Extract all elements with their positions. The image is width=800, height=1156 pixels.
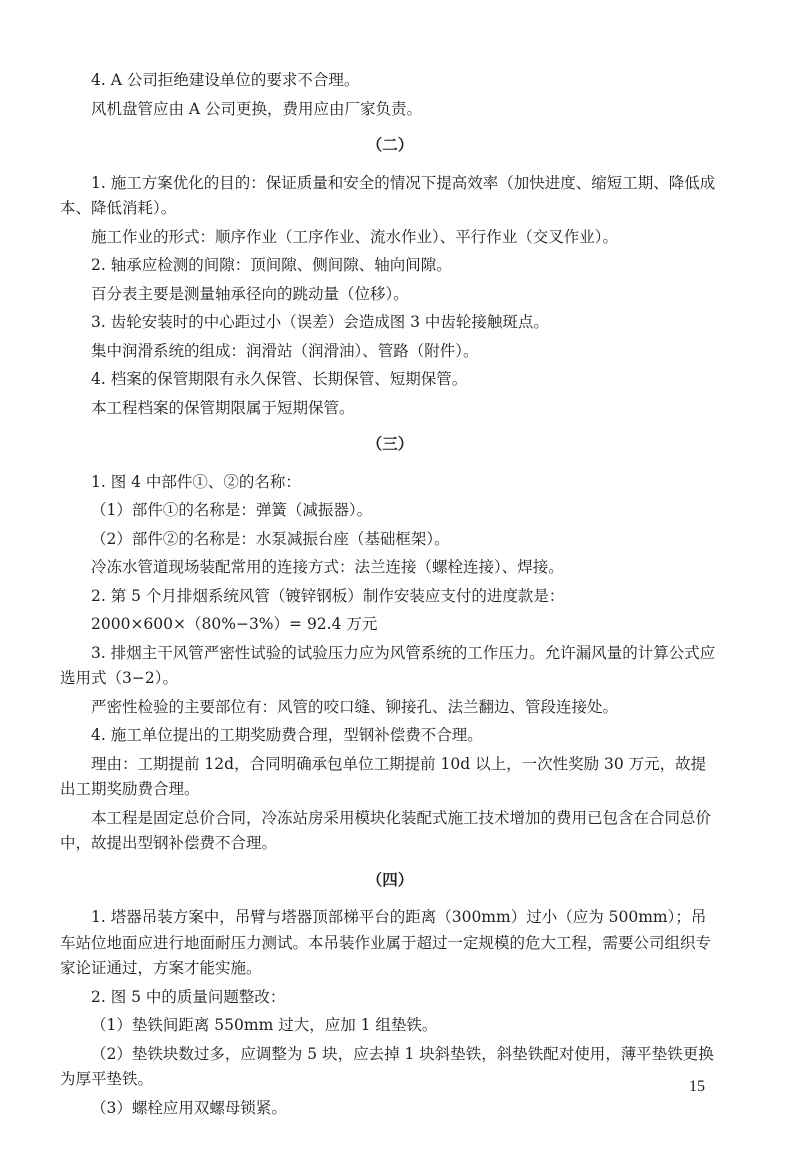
paragraph: （1）部件①的名称是：弹簧（减振器）。 — [91, 501, 373, 519]
section-heading: （二） — [366, 135, 414, 154]
paragraph: 本工程档案的保管期限属于短期保管。 — [91, 398, 355, 417]
paragraph: 3. 排烟主干风管严密性试验的试验压力应为风管系统的工作压力。允许漏风量的计算公式应选用式（3−2）。 — [60, 643, 716, 687]
paragraph: 1. 图 4 中部件①、②的名称： — [91, 472, 301, 491]
paragraph: 2000×600×（80%−3%）= 92.4 万元 — [91, 615, 378, 633]
paragraph: 4. A 公司拒绝建设单位的要求不合理。 — [91, 71, 360, 89]
paragraph: 本工程是固定总价合同，冷冻站房采用模块化装配式施工技术增加的费用已包含在合同总价中，故提出型钢补偿费不合理。 — [60, 808, 712, 852]
paragraph: 施工作业的形式：顺序作业（工序作业、流水作业）、平行作业（交叉作业）。 — [91, 227, 619, 246]
paragraph: （1）垫铁间距离 550mm 过大，应加 1 组垫铁。 — [91, 1016, 438, 1034]
paragraph: 1. 塔器吊装方案中，吊臂与塔器顶部梯平台的距离（300mm）过小（应为 500mm）；吊车站位地面应进行地面耐压力测试。本吊装作业属于超过一定规模的危大工程，需要公司组织专家论证通过，方案才能实施。 — [60, 908, 712, 977]
paragraph: 2. 图 5 中的质量问题整改： — [91, 987, 286, 1006]
paragraph: 百分表主要是测量轴承径向的跳动量（位移）。 — [91, 284, 409, 303]
paragraph: 4. 档案的保管期限有永久保管、长期保管、短期保管。 — [91, 370, 468, 388]
paragraph: 2. 第 5 个月排烟系统风管（镀锌钢板）制作安装应支付的进度款是： — [91, 586, 565, 605]
paragraph: 严密性检验的主要部位有：风管的咬口缝、铆接孔、法兰翻边、管段连接处。 — [91, 697, 619, 716]
paragraph: 1. 施工方案优化的目的：保证质量和安全的情况下提高效率（加快进度、缩短工期、降低成本、降低消耗）。 — [60, 173, 716, 217]
page-number: 15 — [689, 1078, 705, 1095]
paragraph: 3. 齿轮安装时的中心距过小（误差）会造成图 3 中齿轮接触斑点。 — [91, 313, 549, 331]
paragraph: 4. 施工单位提出的工期奖励费合理，型钢补偿费不合理。 — [91, 726, 483, 744]
paragraph: （2）部件②的名称是：水泵减振台座（基础框架）。 — [91, 529, 450, 548]
section-heading: （四） — [366, 869, 414, 889]
paragraph: （3）螺栓应用双螺母锁紧。 — [91, 1098, 287, 1117]
paragraph: 集中润滑系统的组成：润滑站（润滑油）、管路（附件）。 — [91, 341, 479, 360]
paragraph: （2）垫铁块数过多，应调整为 5 块，应去掉 1 块斜垫铁，斜垫铁配对使用，薄平垫铁更换为厚平垫铁。 — [60, 1044, 714, 1088]
paragraph: 冷冻水管道现场装配常用的连接方式：法兰连接（螺栓连接）、焊接。 — [91, 558, 564, 576]
paragraph: 2. 轴承应检测的间隙：顶间隙、侧间隙、轴向间隙。 — [91, 256, 452, 274]
document-body — [60, 68, 720, 1124]
section-heading: （三） — [366, 434, 414, 453]
paragraph: 理由：工期提前 12d，合同明确承包单位工期提前 10d 以上，一次性奖励 30 万元，故提出工期奖励费合理。 — [60, 754, 707, 798]
paragraph: 风机盘管应由 A 公司更换，费用应由厂家负责。 — [91, 99, 423, 118]
